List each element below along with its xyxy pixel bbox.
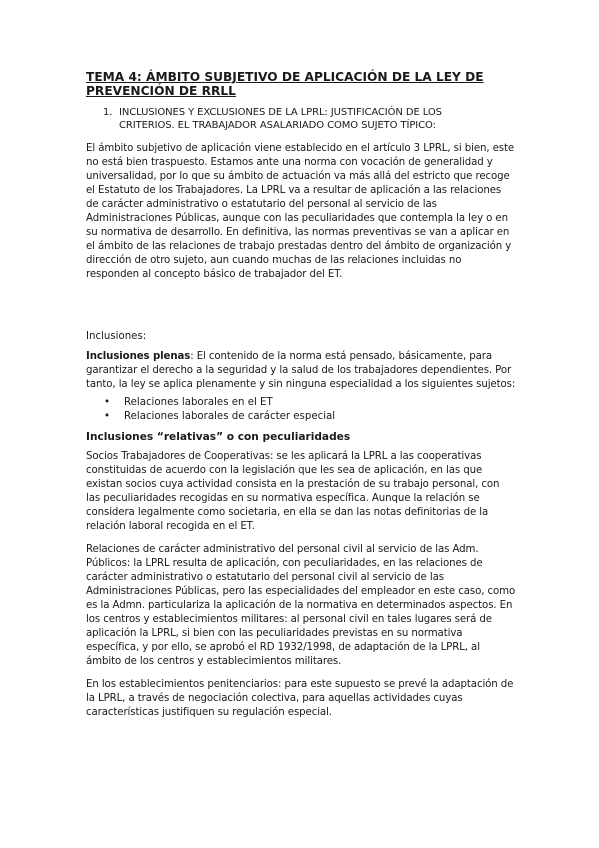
inclusiones-relativas-heading: Inclusiones “relativas” o con peculiaridades — [86, 431, 351, 443]
section-heading-1 — [103, 106, 516, 132]
inclusiones-plenas-text: : El contenido de la norma está pensado, básicamente, para garantizar el derecho a la seguridad y la salud de los trabajadores dependientes. Por tanto, la ley se aplica plenamente y sin ninguna especialidad a los siguientes sujetos: — [86, 351, 516, 390]
section-title-line-2: CRITERIOS. EL TRABAJADOR ASALARIADO COMO SUJETO TÍPICO: — [119, 120, 436, 131]
inclusiones-label: Inclusiones: — [86, 331, 147, 342]
section-title-line-1: INCLUSIONES Y EXCLUSIONES DE LA LPRL: JUSTIFICACIÓN DE LOS — [119, 107, 442, 118]
inclusiones-plenas-paragraph — [86, 350, 516, 392]
penitenciarios-paragraph: En los establecimientos penitenciarios: para este supuesto se prevé la adaptación de la LPRL, a través de negociación colectiva, para aquellas actividades cuyas características justifiquen su regulación especial. — [86, 679, 514, 718]
inclusiones-plenas-label: Inclusiones plenas — [86, 351, 191, 362]
bullet-icon: • — [104, 397, 111, 408]
list-item — [86, 410, 516, 424]
list-item — [86, 396, 516, 410]
list-item-text: Relaciones laborales en el ET — [124, 397, 273, 408]
document-body — [86, 70, 516, 720]
bullet-list — [86, 396, 516, 424]
blank-space — [86, 282, 516, 330]
title-line-1: TEMA 4: ÁMBITO SUBJETIVO DE APLICACIÓN DE LA LEY DE — [86, 70, 484, 84]
intro-paragraph: El ámbito subjetivo de aplicación viene establecido en el artículo 3 LPRL, si bien, este no está bien traspuesto. Estamos ante una norma con vocación de generalidad y universalidad, por lo que su ámbito de actuación va más allá del estricto que recoge el Estatuto de los Trabajadores. La LPRL va a resultar de aplicación a las relaciones de carácter administrativo o estatutario del personal al servicio de las Administraciones Públicas, aunque con las peculiaridades que contempla la ley o en su normativa de desarrollo. En definitiva, las normas preventivas se van a aplicar en el ámbito de las relaciones de trabajo prestadas dentro del ámbito de organización y dirección de otro sujeto, aun cuando muchas de las relaciones incluidas no responden al concepto básico de trabajador del ET. — [86, 143, 515, 280]
list-item-text: Relaciones laborales de carácter especial — [124, 411, 336, 422]
document-title — [86, 70, 516, 98]
section-number: 1. — [103, 107, 113, 118]
section-title — [119, 106, 442, 132]
title-line-2: PREVENCIÓN DE RRLL — [86, 84, 236, 98]
cooperativas-paragraph: Socios Trabajadores de Cooperativas: se les aplicará la LPRL a las cooperativas constituidas de acuerdo con la legislación que les sea de aplicación, en las que existan socios cuya actividad consista en la prestación de su trabajo personal, con las peculiaridades recogidas en su normativa específica. Aunque la relación se considera legalmente como societaria, en ella se dan las notas definitorias de la relación laboral recogida en el ET. — [86, 451, 500, 532]
administraciones-paragraph: Relaciones de carácter administrativo del personal civil al servicio de las Adm. Públicos: la LPRL resulta de aplicación, con peculiaridades, en las relaciones de carácter administrativo o estatutario del personal civil al servicio de las Administraciones Públicas, pero las especialidades del empleador en este caso, como es la Admn. particulariza la aplicación de la normativa en determinados aspectos. En los centros y establecimientos militares: al personal civil en tales lugares será de aplicación la LPRL, si bien con las peculiaridades previstas en su normativa específica, y por ello, se aprobó el RD 1932/1998, de adaptación de la LPRL, al ámbito de los centros y establecimientos militares. — [86, 544, 516, 667]
bullet-icon: • — [104, 411, 111, 422]
